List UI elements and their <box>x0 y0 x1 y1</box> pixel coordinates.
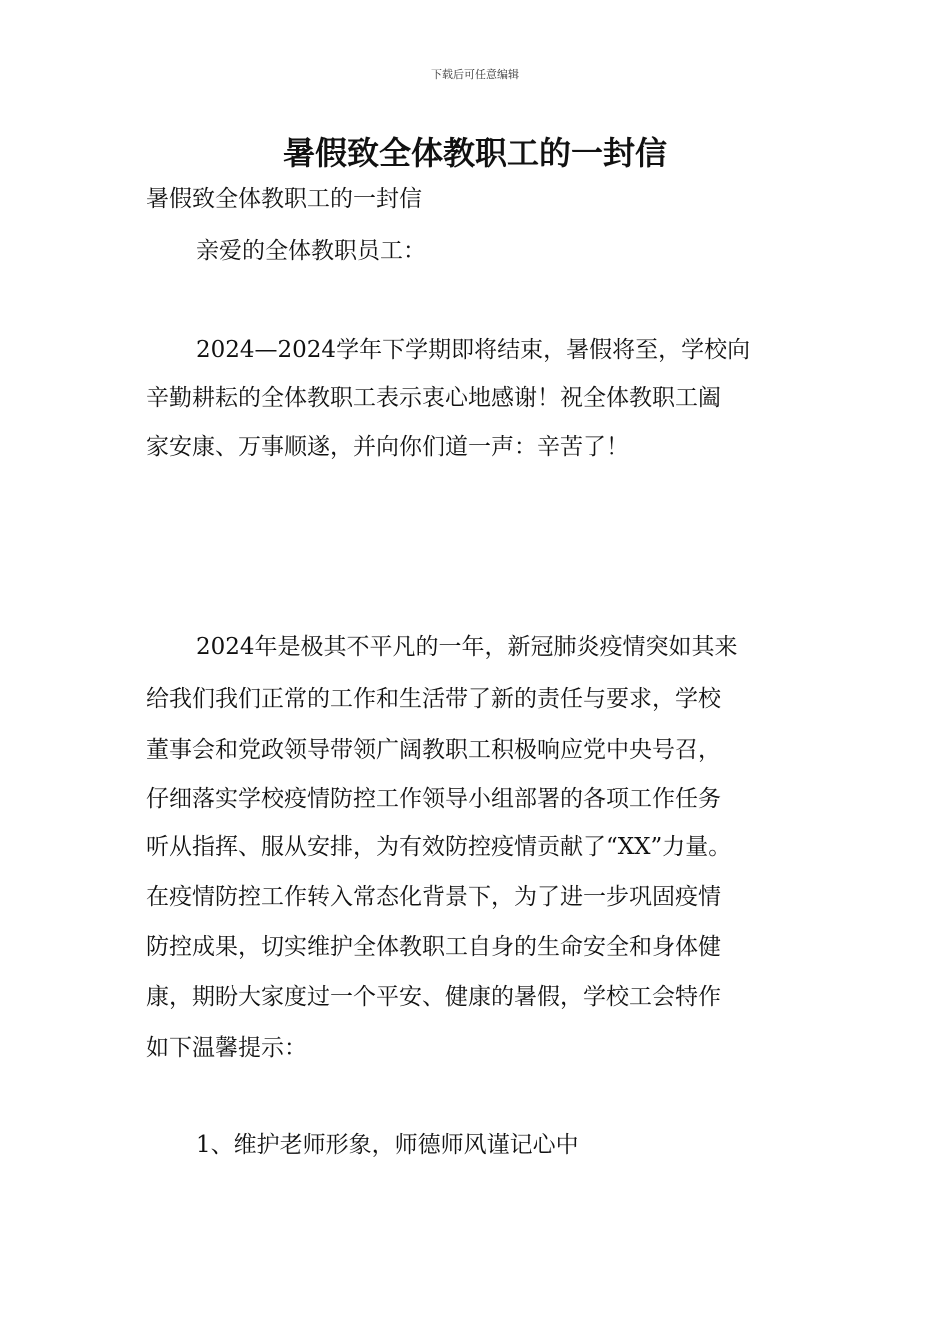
paragraph1-line: 家安康、万事顺遂，并向你们道一声：辛苦了！ <box>146 434 629 460</box>
paragraph1-line: 辛勤耕耘的全体教职工表示衷心地感谢！祝全体教职工阖 <box>146 385 721 411</box>
greeting: 亲爱的全体教职员工： <box>196 238 426 264</box>
paragraph2-line: 康，期盼大家度过一个平安、健康的暑假，学校工会特作 <box>146 984 721 1010</box>
paragraph2-line: 如下温馨提示： <box>146 1035 307 1061</box>
paragraph2-line: 给我们我们正常的工作和生活带了新的责任与要求，学校 <box>146 686 721 712</box>
paragraph2-line: 防控成果，切实维护全体教职工自身的生命安全和身体健 <box>146 934 721 960</box>
paragraph2-line: 仔细落实学校疫情防控工作领导小组部署的各项工作任务 <box>146 786 721 812</box>
section-heading: 1、维护老师形象，师德师风谨记心中 <box>196 1132 579 1158</box>
document-subtitle: 暑假致全体教职工的一封信 <box>146 186 422 212</box>
paragraph1-line: 2024—2024学年下学期即将结束，暑假将至，学校向 <box>196 337 751 363</box>
paragraph2-line: 董事会和党政领导带领广阔教职工积极响应党中央号召， <box>146 737 721 763</box>
paragraph2-line: 在疫情防控工作转入常态化背景下，为了进一步巩固疫情 <box>146 884 721 910</box>
document-title: 暑假致全体教职工的一封信 <box>282 134 667 172</box>
paragraph2-line: 听从指挥、服从安排，为有效防控疫情贡献了“XX”力量。 <box>146 834 732 860</box>
paragraph2-line: 2024年是极其不平凡的一年，新冠肺炎疫情突如其来 <box>196 634 738 660</box>
header-note: 下载后可任意编辑 <box>431 68 519 81</box>
